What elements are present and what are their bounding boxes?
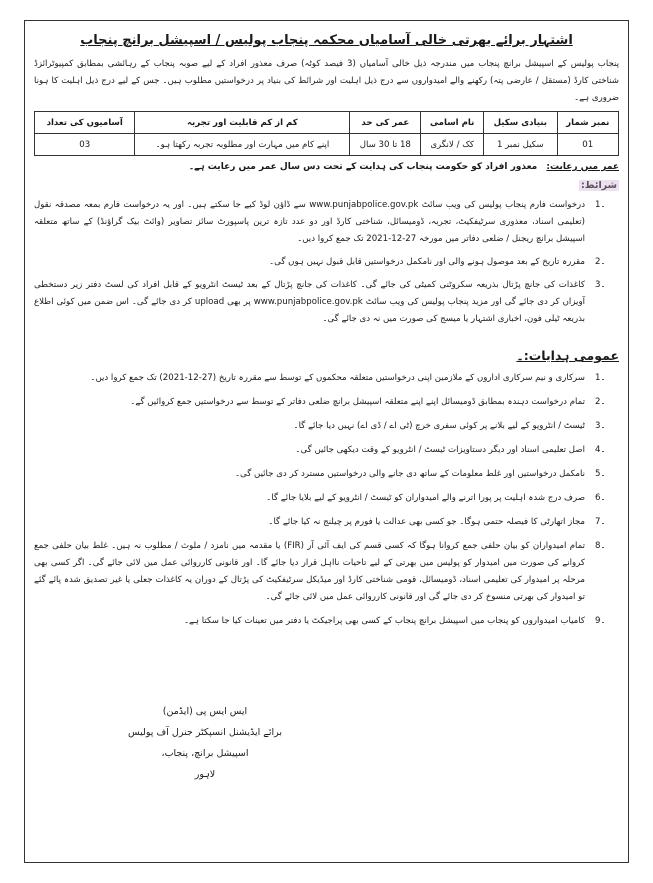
list-item (34, 613, 619, 630)
item-number: 3۔ (595, 421, 606, 431)
list-item (34, 254, 619, 271)
item-text: مجاز اتھارٹی کا فیصلہ حتمی ہوگا۔ جو کسی بھی عدالت یا فورم پر چیلنج نہ کیا جائے گا۔ (268, 517, 585, 527)
advertisement-frame (24, 20, 629, 863)
item-text: تمام امیدواران کو بیان حلفی جمع کروانا ہوگا کہ کسی قسم کی ایف آئی آر (FIR) یا مقدمہ میں نامزد / ملوث / مطلوب نہ ہیں۔ غلط بیان حلفی جمع کروانے کی صورت میں امیدوار کو پولیس میں بھرتی کے لیے تاحیات نااہل قرار دیا جائے گا۔ اور قانونی کارروائی عمل میں لائی جائے گی۔ اگر کسی بھی مرحلہ پر امیدوار کی تعلیمی اسناد، ڈومیسائل، قومی شناختی کارڈ اور میڈیکل سرٹیفکیٹ کی پڑتال کے دوران یہ کاغذات جعلی یا غیر تصدیق شدہ پائے گئے تو امیدوار کی بھرتی منسوخ کر دی جائے گی اور قانونی کارروائی عمل میں لائی جائے گی۔ (34, 541, 586, 602)
signature-line: ایس ایس پی (ایڈمن) (162, 706, 248, 717)
list-item (34, 370, 619, 387)
table-row (35, 134, 619, 156)
intro-paragraph: پنجاب پولیس کے اسپیشل برانچ پنجاب میں مندرجہ ذیل خالی آسامیاں (3 فیصد کوٹہ) صرف معذور افراد کے لیے صوبہ پنجاب کے رہائشی بمطابق کمپیوٹرائزڈ شناختی کارڈ (مستقل / عارضی پتہ) رکھنے والے امیدواروں سے درج ذیل اہلیت اور شرائط کی بنیاد پر درخواستیں مطلوب ہیں۔ جس کے لیے درج ذیل اہلیت کا ہونا ضروری ہے۔ (34, 59, 619, 103)
item-text: تمام درخواست دہندہ بمطابق ڈومیسائل اپنے اپنے متعلقہ اسپیشل برانچ ضلعی دفاتر کے توسط سے درخواستیں جمع کروائیں گے۔ (130, 397, 585, 407)
list-item (34, 514, 619, 531)
item-text: سرکاری و نیم سرکاری اداروں کے ملازمین اپنی درخواستیں متعلقہ محکموں کے توسط سے مقررہ تاریخ (27-12-2021) تک جمع کروا دیں۔ (90, 373, 585, 383)
item-number: 4۔ (595, 445, 606, 455)
item-number: 7۔ (595, 517, 606, 527)
item-text: ٹیسٹ / انٹرویو کے لیے بلانے پر کوئی سفری خرچ (ٹی اے / ڈی اے) نہیں دیا جائے گا۔ (293, 421, 585, 431)
item-text: درخواست فارم پنجاب پولیس کی ویب سائٹ (421, 200, 586, 210)
item-number: 1۔ (595, 200, 606, 210)
item-number: 1۔ (595, 373, 606, 383)
signature-block (95, 701, 315, 785)
item-text: نامکمل درخواستیں اور غلط معلومات کے ساتھ دی جانے والی درخواستیں مسترد کر دی جائیں گی۔ (235, 469, 585, 479)
page-title: اشتہار برائے بھرتی خالی آسامیاں محکمہ پنجاب پولیس / اسپیشل برانچ پنجاب (80, 33, 573, 48)
age-relaxation-label: عمر میں رعایت: (546, 162, 619, 172)
item-text: مقررہ تاریخ کے بعد موصول ہونے والی اور نامکمل درخواستیں قابل قبول نہیں ہوں گی۔ (269, 257, 585, 267)
item-text: اصل تعلیمی اسناد اور دیگر دستاویزات ٹیسٹ / انٹرویو کے وقت دیکھی جائیں گی۔ (295, 445, 585, 455)
item-number: 2۔ (595, 257, 606, 267)
list-item (34, 277, 619, 328)
item-text: سے ڈاؤن لوڈ کیے جا سکتے ہیں۔ اور یہ درخواست فارم بمعہ مصدقہ نقول (تعلیمی اسناد، معذوری سرٹیفکیٹ، تجربہ، ڈومیسائل، شناختی کارڈ اور دو عدد تازہ ترین پاسپورٹ سائز تصاویر (وائٹ بیک گراؤنڈ) کے ساتھ متعلقہ اسپیشل برانچ ریجنل / ضلعی دفاتر میں مورخہ 27-12-2021 تک جمع کروا دیں۔ (34, 200, 585, 244)
website-link[interactable]: www.punjabpolice.gov.pk (309, 200, 419, 210)
item-number: 9۔ (595, 616, 606, 626)
item-text: صرف درج شدہ اہلیت پر پورا اترنے والے امیدواران کو ٹیسٹ / انٹرویو کے لیے بلایا جائے گا۔ (266, 493, 585, 503)
table-cell: 01 (557, 134, 618, 156)
item-number: 3۔ (595, 280, 606, 290)
item-number: 6۔ (595, 493, 606, 503)
list-item (34, 490, 619, 507)
signature-line: لاہور (194, 769, 216, 780)
list-item (34, 418, 619, 435)
table-header-row (35, 112, 619, 134)
item-text: کامیاب امیدواروں کو پنجاب میں اسپیشل برانچ پنجاب کے کسی بھی پراجیکٹ یا دفتر میں تعینات کیا جا سکتا ہے۔ (183, 616, 585, 626)
posts-table (34, 111, 619, 156)
website-link[interactable]: www.punjabpolice.gov.pk (253, 297, 363, 307)
age-relaxation (34, 162, 619, 172)
list-item (34, 394, 619, 411)
signature-line: برائے ایڈیشنل انسپکٹر جنرل آف پولیس (127, 727, 283, 738)
age-relaxation-text: معذور افراد کو حکومت پنجاب کی ہدایت کے تحت دس سال عمر میں رعایت ہے۔ (188, 162, 538, 172)
list-item (34, 466, 619, 483)
item-text: پر بھی upload کر دی جائے گی۔ اس ضمن میں کوئی اطلاع بذریعہ ٹیلی فون، اخباری اشتہار یا میسج کی صورت میں نہ دی جائے گی۔ (34, 297, 585, 324)
table-header: کم از کم قابلیت اور تجربہ (135, 112, 350, 134)
table-cell: کک / لانگری (421, 134, 484, 156)
general-instructions-heading: عمومی ہدایات:۔ (516, 348, 619, 363)
conditions-heading-text: شرائط: (580, 180, 617, 191)
conditions-list (34, 197, 619, 328)
table-header: بنیادی سکیل (484, 112, 557, 134)
table-cell: 03 (35, 134, 135, 156)
list-item (34, 197, 619, 248)
item-number: 5۔ (595, 469, 606, 479)
item-text: کاغذات کی جانچ پڑتال بذریعہ سکروٹنی کمیٹی کی جائے گی۔ کاغذات کی جانچ پڑتال کے بعد ٹیسٹ انٹرویو کے قابل افراد کی لسٹ دفتر زیر دستخطی آویزاں کر دی جائے گی اور مزید پنجاب پولیس کی ویب سائٹ (34, 280, 585, 307)
table-header: آسامیوں کی تعداد (35, 112, 135, 134)
table-header: نام اسامی (421, 112, 484, 134)
signature-line: اسپیشل برانچ، پنجاب، (161, 748, 249, 759)
item-number: 2۔ (595, 397, 606, 407)
table-cell: اپنے کام میں مہارت اور مطلوبہ تجربہ رکھتا ہو۔ (135, 134, 350, 156)
general-instructions-list (34, 370, 619, 630)
list-item (34, 442, 619, 459)
table-header: نمبر شمار (557, 112, 618, 134)
table-cell: سکیل نمبر 1 (484, 134, 557, 156)
table-cell: 18 تا 30 سال (350, 134, 421, 156)
list-item (34, 538, 619, 606)
table-header: عمر کی حد (350, 112, 421, 134)
conditions-heading (34, 180, 619, 191)
item-number: 8۔ (595, 541, 606, 551)
